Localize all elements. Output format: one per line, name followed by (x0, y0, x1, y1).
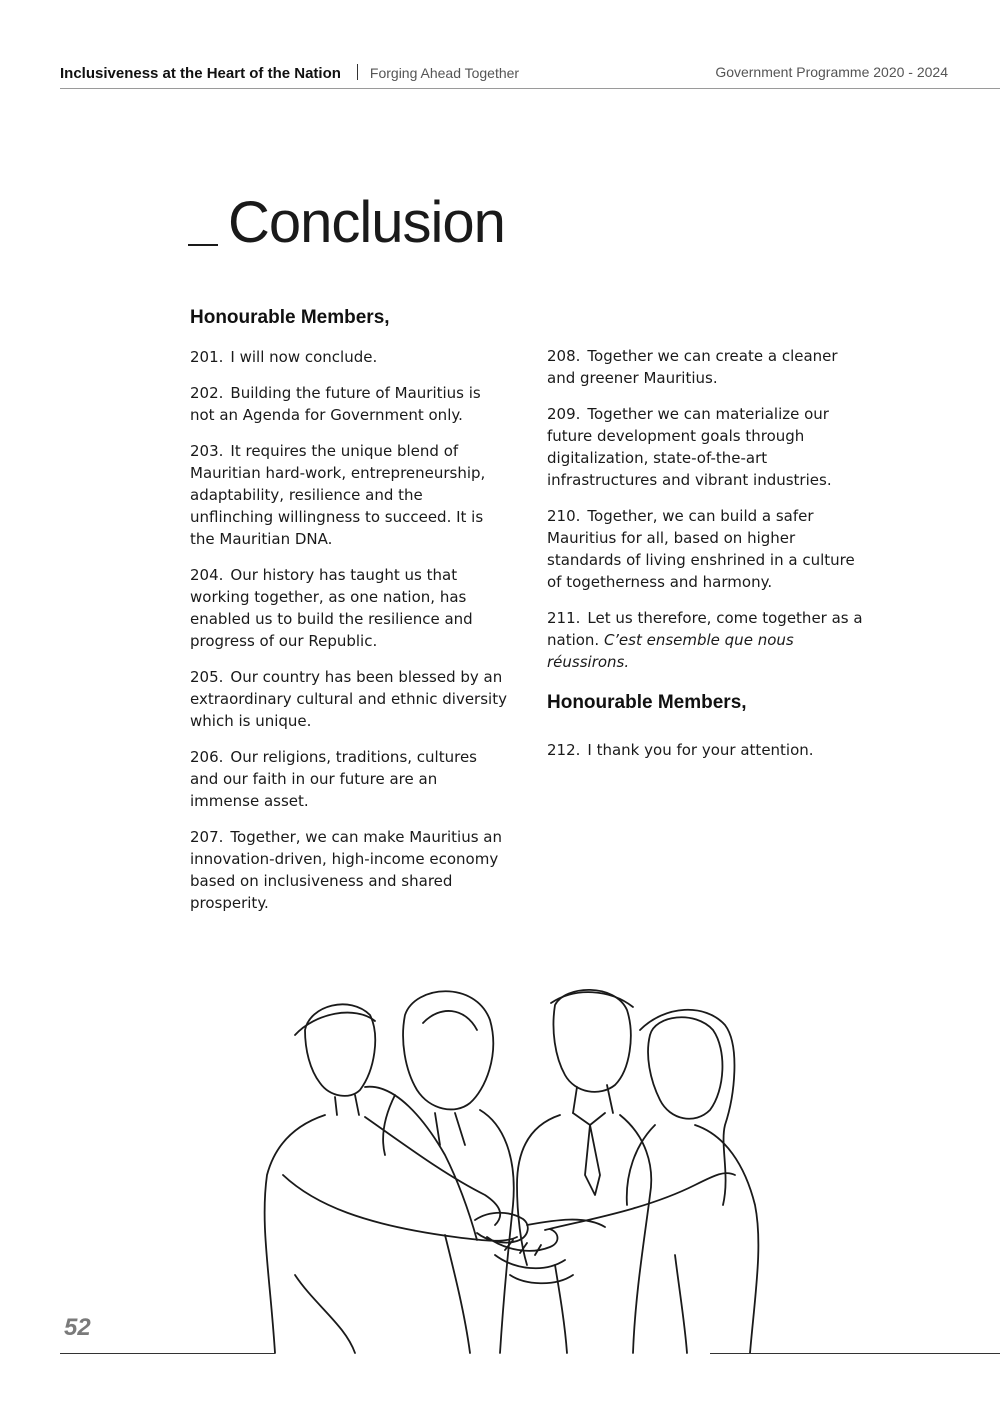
paragraph-208 (547, 345, 867, 389)
footer-divider-right (710, 1353, 1000, 1354)
section-heading: Honourable Members, (190, 307, 390, 328)
paragraph-212 (547, 739, 867, 761)
paragraph-number: 212. (547, 741, 581, 759)
paragraph-203 (190, 440, 508, 550)
paragraph-209 (547, 403, 867, 491)
paragraph-number: 208. (547, 347, 581, 365)
paragraph-text: Let us therefore, come together as a nation. (547, 609, 863, 649)
paragraph-number: 205. (190, 668, 224, 686)
paragraph-number: 203. (190, 442, 224, 460)
header-divider (60, 88, 1000, 89)
header-left (60, 64, 519, 82)
team-hands-illustration (255, 975, 855, 1355)
paragraph-text: Together we can create a cleaner and greener Mauritius. (547, 347, 838, 387)
paragraph-text: Together we can materialize our future development goals through digitalization, state-of-the-art infrastructures and vibrant industries. (547, 405, 832, 489)
paragraph-number: 201. (190, 348, 224, 366)
header-programme: Government Programme 2020 - 2024 (715, 64, 948, 80)
paragraph-text: Our religions, traditions, cultures and our faith in our future are an immense asset. (190, 748, 477, 810)
left-column (190, 306, 508, 928)
section-heading: Honourable Members, (547, 692, 747, 713)
paragraph-210 (547, 505, 867, 593)
title-underscore (188, 244, 218, 246)
page-title-text: Conclusion (228, 190, 505, 255)
paragraph-italic-text: C’est ensemble que nous réussirons. (547, 631, 794, 671)
paragraph-211 (547, 607, 867, 673)
paragraph-number: 206. (190, 748, 224, 766)
paragraph-201 (190, 346, 508, 368)
page-header (60, 60, 948, 86)
paragraph-number: 202. (190, 384, 224, 402)
paragraph-text: Together, we can make Mauritius an innovation-driven, high-income economy based on inclusiveness and shared prosperity. (190, 828, 503, 912)
footer-divider-left (60, 1353, 275, 1354)
paragraph-number: 210. (547, 507, 581, 525)
header-title: Inclusiveness at the Heart of the Nation (60, 65, 341, 82)
paragraph-text: I will now conclude. (230, 348, 378, 366)
paragraph-text: Our country has been blessed by an extraordinary cultural and ethnic diversity which is unique. (190, 668, 507, 730)
paragraph-205 (190, 666, 508, 732)
right-column (547, 345, 867, 775)
paragraph-text: Building the future of Mauritius is not an Agenda for Government only. (190, 384, 481, 424)
header-separator (357, 64, 358, 80)
page-number: 52 (64, 1314, 91, 1341)
paragraph-number: 209. (547, 405, 581, 423)
paragraph-text: It requires the unique blend of Mauritian hard-work, entrepreneurship, adaptability, resilience and the unflinching willingness to succeed. It is the Mauritian DNA. (190, 442, 486, 548)
paragraph-202 (190, 382, 508, 426)
paragraph-number: 204. (190, 566, 224, 584)
paragraph-text: Together, we can build a safer Mauritius for all, based on higher standards of living enshrined in a culture of togetherness and harmony. (547, 507, 855, 591)
paragraph-206 (190, 746, 508, 812)
paragraph-number: 207. (190, 828, 224, 846)
page-title (188, 188, 505, 258)
paragraph-text: I thank you for your attention. (587, 741, 814, 759)
paragraph-207 (190, 826, 508, 914)
paragraph-204 (190, 564, 508, 652)
header-subtitle: Forging Ahead Together (369, 65, 520, 81)
paragraph-text: Our history has taught us that working together, as one nation, has enabled us to build the resilience and progress of our Republic. (190, 566, 473, 650)
paragraph-number: 211. (547, 609, 581, 627)
